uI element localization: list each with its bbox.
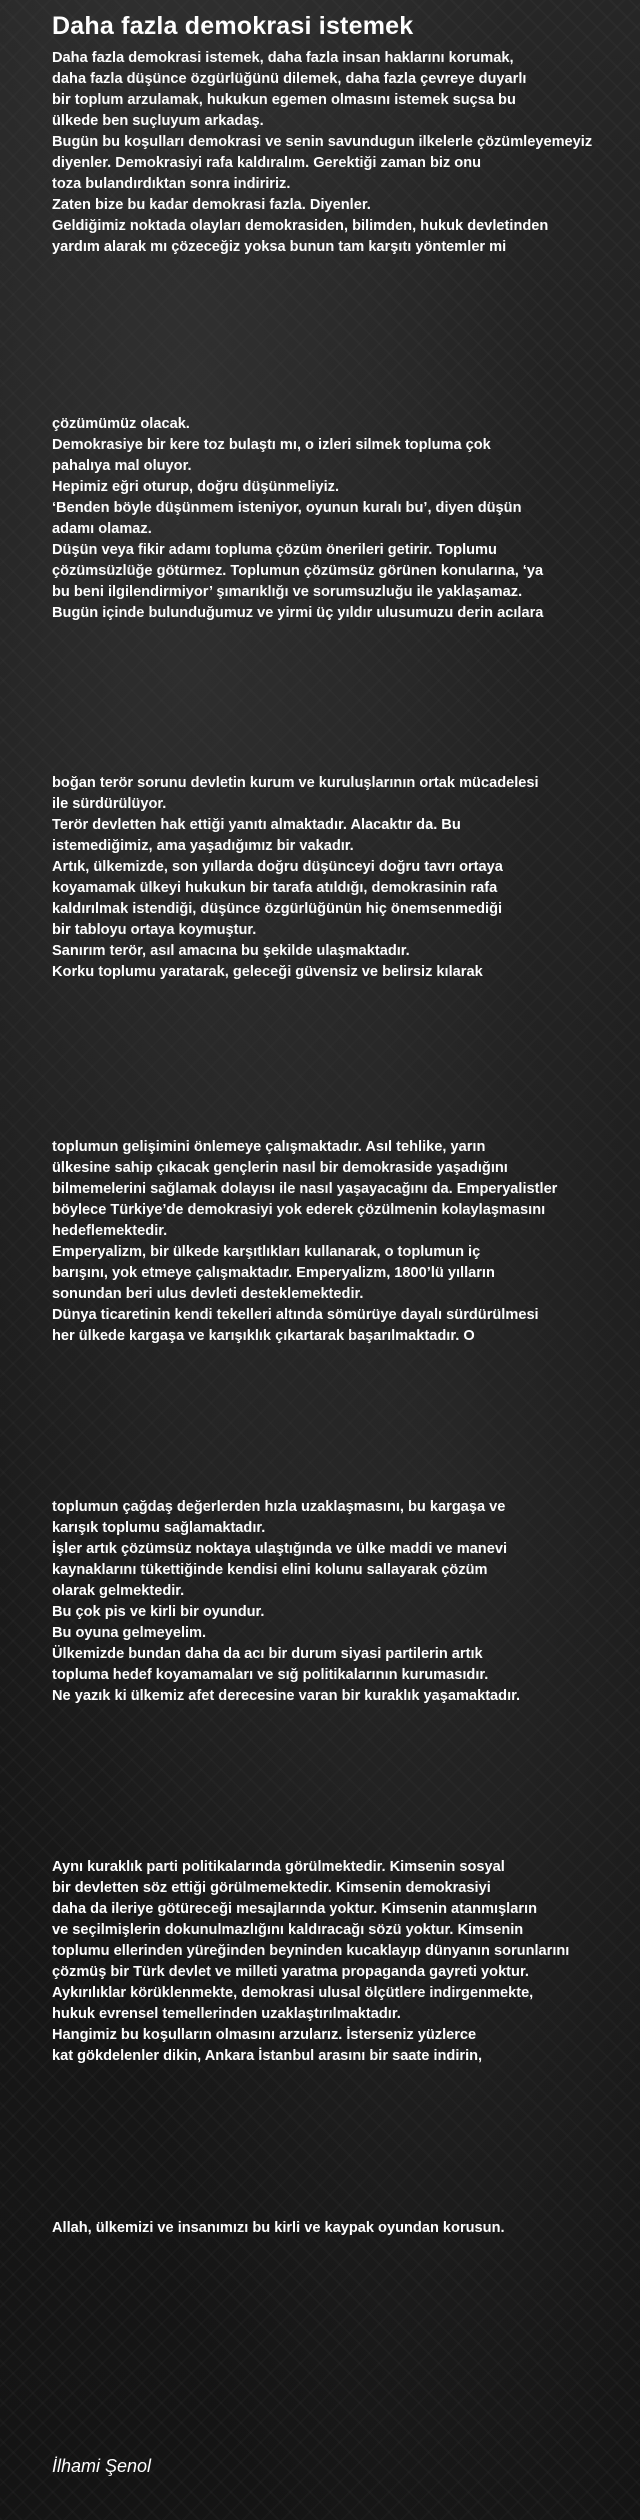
poem-line: Zaten bize bu kadar demokrasi fazla. Diyenler. [52,197,371,213]
stanza [52,773,632,983]
poem-line: sonundan beri ulus devleti desteklemektedir. [52,1286,364,1302]
poem-line: Allah, ülkemizi ve insanımızı bu kirli ve kaypak oyundan korusun. [52,2220,505,2236]
poem-line: toplumu ellerinden yüreğinden beyninden kucaklayıp dünyanın sorunlarını [52,1943,570,1959]
poem-line: Bugün bu koşulları demokrasi ve senin savundugun ilkelerle çözümleyemeyiz [52,134,593,150]
poem-line: böylece Türkiye’de demokrasiyi yok ederek çözülmenin kolaylaşmasını [52,1202,546,1218]
poem-line: Aykırılıklar körüklenmekte, demokrasi ulusal ölçütlere indirgenmekte, [52,1985,534,2001]
poem-line: ülkesine sahip çıkacak gençlerin nasıl bir demokraside yaşadığını [52,1160,508,1176]
poem-line: topluma hedef koyamamaları ve sığ politikalarının kurumasıdır. [52,1667,489,1683]
poem-line: Demokrasiye bir kere toz bulaştı mı, o izleri silmek topluma çok [52,437,491,453]
poem-line: Dünya ticaretinin kendi tekelleri altında sömürüye dayalı sürdürülmesi [52,1307,539,1323]
poem-line: Artık, ülkemizde, son yıllarda doğru düşünceyi doğru tavrı ortaya [52,859,503,875]
poem-line: Bugün içinde bulunduğumuz ve yirmi üç yıldır ulusumuzu derin acılara [52,605,544,621]
poem-line: çözümümüz olacak. [52,416,190,432]
poem-line: Korku toplumu yaratarak, geleceği güvensiz ve belirsiz kılarak [52,964,483,980]
poem-line: İşler artık çözümsüz noktaya ulaştığında ve ülke maddi ve manevi [52,1541,508,1557]
poem-line: Emperyalizm, bir ülkede karşıtlıkları kullanarak, o toplumun iç [52,1244,481,1260]
poem-line: hukuk evrensel temellerinden uzaklaştırılmaktadır. [52,2006,401,2022]
poem-line: bilmemelerini sağlamak dolayısı ile nasıl yaşayacağını da. Emperyalistler [52,1181,558,1197]
author-signature: İlhami Şenol [52,2456,152,2476]
poem-line: diyenler. Demokrasiyi rafa kaldıralım. Gerektiği zaman biz onu [52,155,482,171]
poem-line: Hangimiz bu koşulların olmasını arzularız. İsterseniz yüzlerce [52,2027,477,2043]
poem-line: karışık toplumu sağlamaktadır. [52,1520,266,1536]
poem-line: toplumun çağdaş değerlerden hızla uzaklaşmasını, bu kargaşa ve [52,1499,506,1515]
poem-line: toplumun gelişimini önlemeye çalışmaktadır. Asıl tehlike, yarın [52,1139,486,1155]
stanza [52,48,632,258]
poem-line: Ne yazık ki ülkemiz afet derecesine varan bir kuraklık yaşamaktadır. [52,1688,521,1704]
stanza [52,2218,632,2239]
poem-line: yardım alarak mı çözeceğiz yoksa bunun tam karşıtı yöntemler mi [52,239,507,255]
poem-line: Daha fazla demokrasi istemek, daha fazla insan haklarını korumak, [52,50,514,66]
poem-line: bir tabloyu ortaya koymuştur. [52,922,257,938]
poem-line: hedeflemektedir. [52,1223,168,1239]
poem-line: istemediğimiz, ama yaşadığımız bir vakadır. [52,838,354,854]
poem-line: kaynaklarını tükettiğinde kendisi elini kolunu sallayarak çözüm [52,1562,488,1578]
poem-line: Düşün veya fikir adamı topluma çözüm önerileri getirir. Toplumu [52,542,497,558]
poem-line: bir devletten söz ettiği görülmemektedir. Kimsenin demokrasiyi [52,1880,491,1896]
poem-line: bir toplum arzulamak, hukukun egemen olmasını istemek suçsa bu [52,92,516,108]
poem-line: Bu çok pis ve kirli bir oyundur. [52,1604,265,1620]
poem-line: Geldiğimiz noktada olayları demokrasiden, bilimden, hukuk devletinden [52,218,549,234]
poem-line: ve seçilmişlerin dokunulmazlığını kaldıracağı sözü yoktur. Kimsenin [52,1922,524,1938]
poem-title: Daha fazla demokrasi istemek [52,12,414,40]
poem-line: bu beni ilgilendirmiyor’ şımarıklığı ve sorumsuzluğu ile yaklaşamaz. [52,584,523,600]
poem-line: ülkede ben suçluyum arkadaş. [52,113,264,129]
poem-line: Sanırım terör, asıl amacına bu şekilde ulaşmaktadır. [52,943,410,959]
poem-line: daha fazla düşünce özgürlüğünü dilemek, daha fazla çevreye duyarlı [52,71,527,87]
poem-line: boğan terör sorunu devletin kurum ve kuruluşlarının ortak mücadelesi [52,775,539,791]
poem-line: koyamamak ülkeyi hukukun bir tarafa atıldığı, demokrasinin rafa [52,880,498,896]
stanza [52,1857,632,2067]
stanza [52,1137,632,1347]
poem-line: ‘Benden böyle düşünmem isteniyor, oyunun kuralı bu’, diyen düşün [52,500,522,516]
poem-line: kat gökdelenler dikin, Ankara İstanbul arasını bir saate indirin, [52,2048,483,2064]
poem-line: her ülkede kargaşa ve karışıklık çıkartarak başarılmaktadır. O [52,1328,475,1344]
poem-line: adamı olamaz. [52,521,152,537]
poem-line: pahalıya mal oluyor. [52,458,192,474]
poem-line: Aynı kuraklık parti politikalarında görülmektedir. Kimsenin sosyal [52,1859,505,1875]
poem-line: çözmüş bir Türk devlet ve milleti yaratma propaganda gayreti yoktur. [52,1964,529,1980]
stanza [52,414,632,624]
poem-line: ile sürdürülüyor. [52,796,167,812]
poem-line: Hepimiz eğri oturup, doğru düşünmeliyiz. [52,479,340,495]
poem-line: Terör devletten hak ettiği yanıtı almaktadır. Alacaktır da. Bu [52,817,461,833]
poem-line: daha da ileriye götüreceği mesajlarında yoktur. Kimsenin atanmışların [52,1901,538,1917]
poem-line: olarak gelmektedir. [52,1583,185,1599]
poem-line: çözümsüzlüğe götürmez. Toplumun çözümsüz görünen konularına, ‘ya [52,563,544,579]
poem-line: Bu oyuna gelmeyelim. [52,1625,207,1641]
poem-line: barışını, yok etmeye çalışmaktadır. Emperyalizm, 1800’lü yılların [52,1265,495,1281]
stanza [52,1497,632,1707]
poem-line: kaldırılmak istendiği, düşünce özgürlüğünün hiç önemsenmediği [52,901,503,917]
poem-line: toza bulandırdıktan sonra indiririz. [52,176,291,192]
poem-line: Ülkemizde bundan daha da acı bir durum siyasi partilerin artık [52,1646,483,1662]
